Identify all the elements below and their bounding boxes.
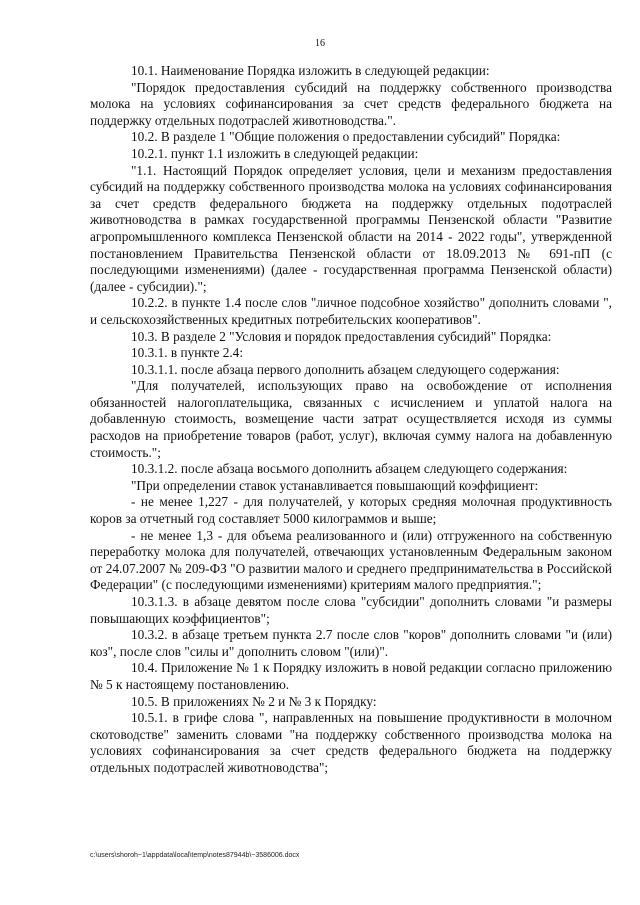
paragraph: 10.4. Приложение № 1 к Порядку изложить в новой редакции согласно приложению № 5 к настоящему постановлению. (90, 660, 612, 692)
page-number: 16 (315, 38, 325, 49)
paragraph: "При определении ставок устанавливается повышающий коэффициент: (131, 477, 539, 493)
paragraph: 10.3.1.1. после абзаца первого дополнить абзацем следующего содержания: (131, 361, 560, 377)
paragraph: 10.3. В разделе 2 "Условия и порядок предоставления субсидий" Порядка: (131, 328, 552, 344)
paragraph: 10.5. В приложениях № 2 и № 3 к Порядку: (131, 693, 377, 709)
paragraph: 10.2. В разделе 1 "Общие положения о предоставлении субсидий" Порядка: (131, 129, 561, 145)
paragraph: - не менее 1,3 - для объема реализованного и (или) отгруженного на собственную переработку молока для получателей, отвечающих установленным Федеральным законом от 24.07.2007 № 209-ФЗ "О развитии малого и среднего предпринимательства в Российской Федерации" (с последующими изменениями) критериям малого предприятия."; (90, 527, 612, 593)
paragraph: "Порядок предоставления субсидий на поддержку собственного производства молока на условиях софинансирования за счет средств федерального бюджета на поддержку отдельных подотраслей животноводства.". (90, 79, 612, 128)
paragraph: 10.3.1.3. в абзаце девятом после слова "субсидии" дополнить словами "и размеры повышающих коэффициентов"; (90, 594, 612, 626)
paragraph: 10.2.1. пункт 1.1 изложить в следующей редакции: (131, 145, 419, 161)
paragraph: 10.3.1. в пункте 2.4: (131, 345, 244, 361)
paragraph: 10.5.1. в грифе слова ", направленных на повышение продуктивности в молочном скотоводстве" заменить словами "на поддержку собственного производства молока на условиях софинансирования за счет средств федерального бюджета на поддержку отдельных подотраслей животноводства"; (90, 710, 612, 775)
paragraph: 10.1. Наименование Порядка изложить в следующей редакции: (131, 63, 490, 78)
paragraph: 10.3.1.2. после абзаца восьмого дополнить абзацем следующего содержания: (131, 461, 568, 477)
paragraph: 10.2.2. в пункте 1.4 после слов "личное подсобное хозяйство" дополнить словами ", и сельскохозяйственных кредитных потребительских кооперативов". (90, 295, 612, 327)
document-body (90, 63, 612, 777)
paragraph: 10.3.2. в абзаце третьем пункта 2.7 после слов "коров" дополнить словами "и (или) коз", после слов "силы и" дополнить словом "(или)". (90, 627, 612, 659)
paragraph: "1.1. Настоящий Порядок определяет условия, цели и механизм предоставления субсидий на поддержку собственного производства молока на условиях софинансирования за счет средств федерального бюджета на поддержку отдельных подотраслей животноводства в рамках государственной программы Пензенской области "Развитие агропромышленного комплекса Пензенской области на 2014 - 2022 годы", утвержденной постановлением Правительства Пензенской области от 18.09.2013 № 691-пП (с последующими изменениями) (далее - государственная программа Пензенской области) (далее - субсидии)."; (90, 162, 612, 294)
paragraph: "Для получателей, использующих право на освобождение от исполнения обязанностей налогоплательщика, связанных с исчислением и уплатой налога на добавленную стоимость, возмещение части затрат осуществляется исходя из суммы расходов на приобретение товаров (работ, услуг), включая сумму налога на добавленную стоимость."; (90, 378, 612, 460)
file-path-footer: c:\users\shoroh~1\appdata\local\temp\notes87944b\~3586006.docx (90, 852, 300, 859)
paragraph: - не менее 1,227 - для получателей, у которых средняя молочная продуктивность коров за отчетный год составляет 5000 килограммов и выше; (90, 494, 612, 527)
